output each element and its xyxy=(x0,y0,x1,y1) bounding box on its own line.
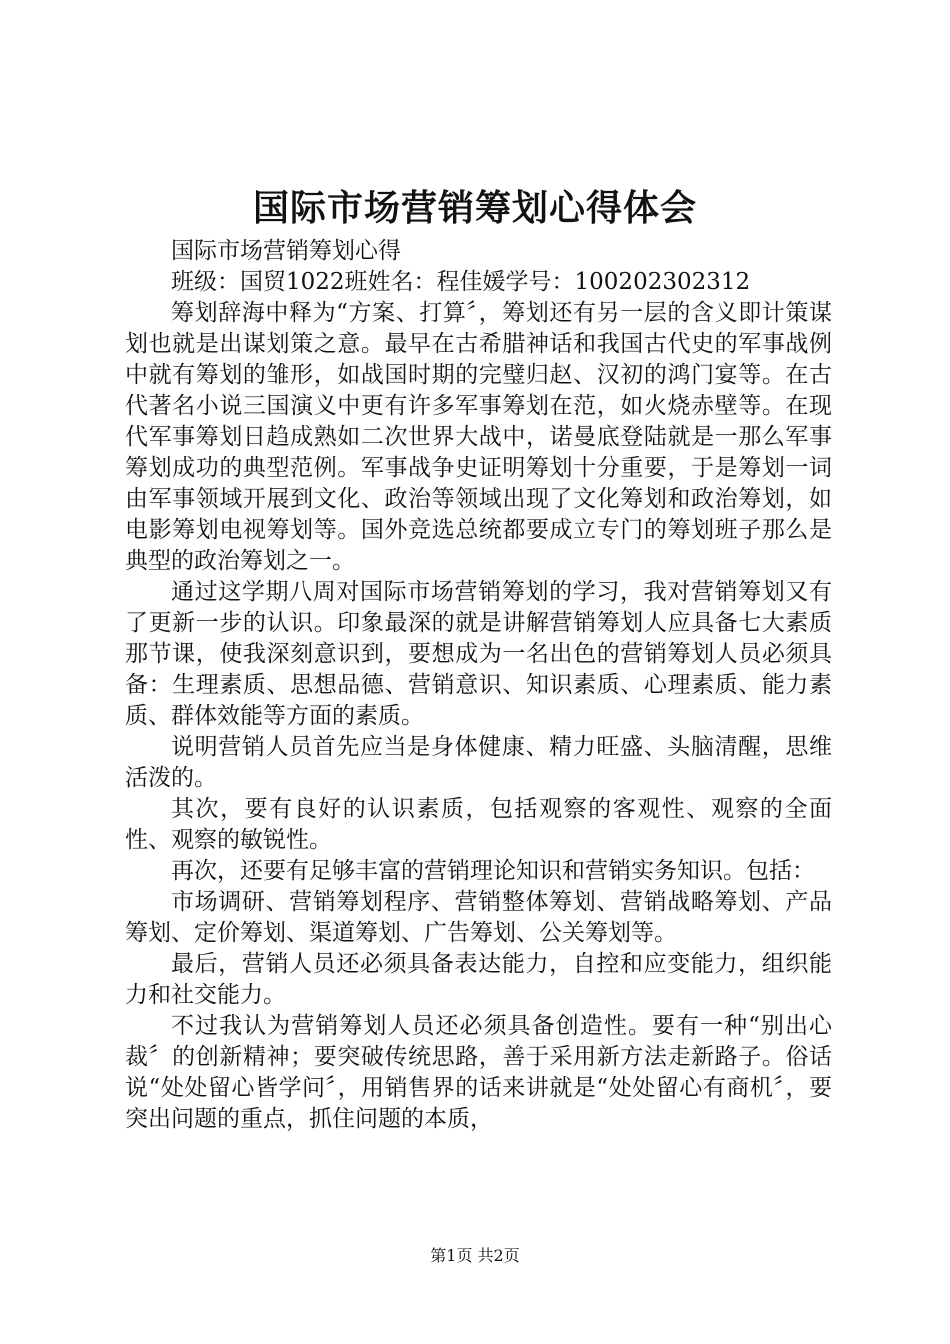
document-body xyxy=(125,236,832,1135)
paragraph-subtitle: 国际市场营销筹划心得 xyxy=(171,238,401,264)
paragraph-planning-definition: 筹划辞海中释为“方案、打算〞，筹划还有另一层的含义即计策谋划也就是出谋划策之意。最早在古希腊神话和我国古代史的军事战例中就有筹划的雏形，如战国时期的完璧归赵、汉初的鸿门宴等。在古代著名小说三国演义中更有许多军事筹划在范，如火烧赤壁等。在现代军事筹划日趋成熟如二次世界大战中，诺曼底登陆就是一那么军事筹划成功的典型范例。军事战争史证明筹划十分重要，于是筹划一词由军事领域开展到文化、政治等领域出现了文化筹划和政治筹划，如电影筹划电视筹划等。国外竞选总统都要成立专门的筹划班子那么是典型的政治筹划之一。 xyxy=(125,300,832,574)
paragraph-knowledge-list: 市场调研、营销筹划程序、营销整体筹划、营销战略筹划、产品筹划、定价筹划、渠道筹划、广告筹划、公关筹划等。 xyxy=(125,889,832,946)
paragraph-course-reflection: 通过这学期八周对国际市场营销筹划的学习，我对营销筹划又有了更新一步的认识。印象最深的就是讲解营销筹划人应具备七大素质那节课，使我深刻意识到，要想成为一名出色的营销筹划人员必须具备：生理素质、思想品德、营销意识、知识素质、心理素质、能力素质、群体效能等方面的素质。 xyxy=(125,579,832,729)
page-footer: 第1页 共2页 xyxy=(430,1246,520,1265)
paragraph-creativity: 不过我认为营销筹划人员还必须具备创造性。要有一种“别出心裁〞的创新精神；要突破传统思路，善于采用新方法走新路子。俗话说“处处留心皆学问〞，用销售界的话来讲就是“处处留心有商机〞，要突出问题的重点，抓住问题的本质， xyxy=(125,1013,832,1132)
paragraph-physical-quality: 说明营销人员首先应当是身体健康、精力旺盛、头脑清醒，思维活泼的。 xyxy=(125,734,832,791)
paragraph-abilities: 最后，营销人员还必须具备表达能力，自控和应变能力，组织能力和社交能力。 xyxy=(125,951,832,1008)
document-title: 国际市场营销筹划心得体会 xyxy=(252,187,697,229)
paragraph-cognitive-quality: 其次，要有良好的认识素质，包括观察的客观性、观察的全面性、观察的敏锐性。 xyxy=(125,796,832,853)
paragraph-student-info: 班级：国贸1022班姓名：程佳媛学号：100202302312 xyxy=(171,269,751,295)
paragraph-knowledge-quality: 再次，还要有足够丰富的营销理论知识和营销实务知识。包括： xyxy=(171,858,815,884)
